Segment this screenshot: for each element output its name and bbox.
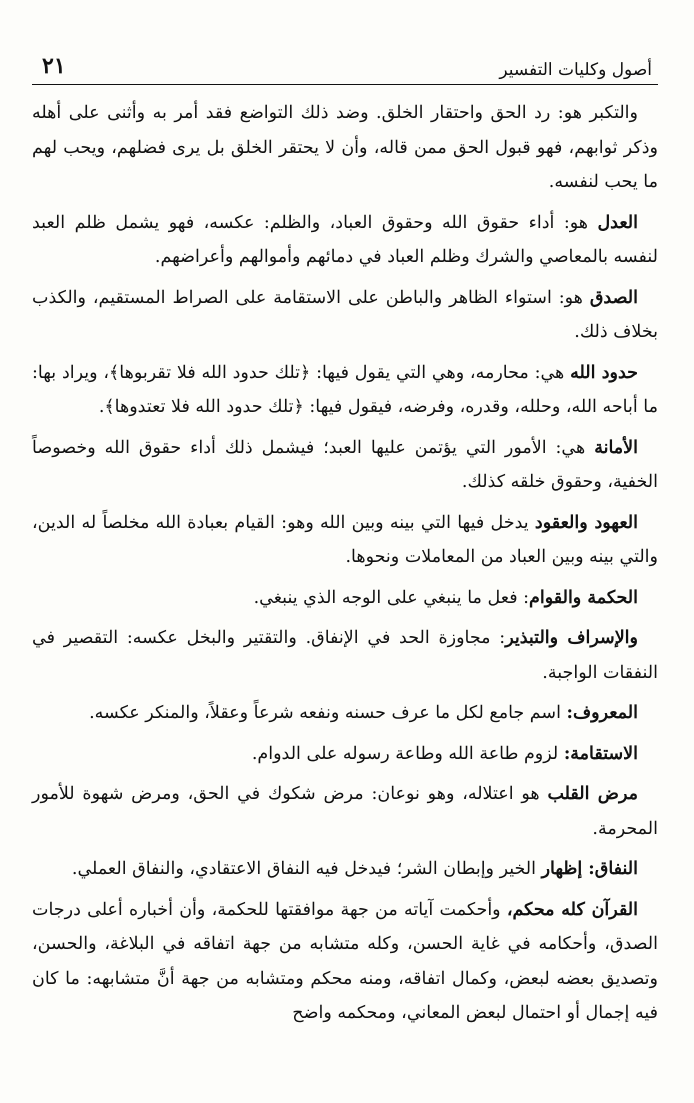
term: الأمانة bbox=[594, 437, 638, 458]
term: العهود والعقود bbox=[534, 512, 638, 533]
body-text bbox=[32, 82, 658, 1031]
paragraph bbox=[32, 96, 658, 200]
paragraph-text: يدخل فيها التي بينه وبين الله وهو: القيام بعبادة الله مخلصاً له الدين، والتي بينه وبين العباد من المعاملات ونحوها. bbox=[32, 512, 658, 567]
paragraph bbox=[32, 581, 658, 616]
term: مرض القلب bbox=[547, 784, 638, 804]
paragraph bbox=[32, 356, 658, 425]
paragraph bbox=[32, 431, 658, 500]
paragraph-text: الخير وإبطان الشر؛ فيدخل فيه النفاق الاعتقادي، والنفاق العملي. bbox=[71, 859, 542, 879]
paragraph bbox=[32, 206, 658, 275]
term: العدل bbox=[597, 212, 638, 233]
paragraph-text: لزوم طاعة الله وطاعة رسوله على الدوام. bbox=[251, 743, 564, 764]
term: الحكمة والقوام bbox=[529, 587, 638, 608]
term: والإسراف والتبذير bbox=[505, 628, 638, 648]
paragraph-text: هو اعتلاله، وهو نوعان: مرض شكوك في الحق، ومرض شهوة للأمور المحرمة. bbox=[32, 784, 658, 839]
page-header bbox=[32, 0, 658, 82]
paragraph bbox=[32, 696, 658, 731]
paragraph-text: : فعل ما ينبغي على الوجه الذي ينبغي. bbox=[253, 587, 530, 608]
paragraph-text: هو: استواء الظاهر والباطن على الاستقامة على الصراط المستقيم، والكذب بخلاف ذلك. bbox=[32, 287, 658, 342]
header-rule bbox=[32, 84, 658, 85]
paragraph-text: اسم جامع لكل ما عرف حسنه ونفعه شرعاً وعقلاً، والمنكر عكسه. bbox=[89, 703, 567, 723]
term: الصدق bbox=[589, 287, 638, 308]
paragraph-text: هو: أداء حقوق الله وحقوق العباد، والظلم: عكسه، فهو يشمل ظلم العبد لنفسه بالمعاصي والشرك وظلم العباد في دمائهم وأموالهم وأعراضهم. bbox=[32, 212, 658, 267]
paragraph bbox=[32, 621, 658, 690]
term: القرآن كله محكم، bbox=[506, 899, 638, 920]
paragraph-text: هي: محارمه، وهي التي يقول فيها: ﴿تلك حدود الله فلا تقربوها﴾، ويراد بها: ما أباحه الله، وحلله، وقدره، وفرضه، فيقول فيها: ﴿تلك حدود الله فلا تعتدوها﴾. bbox=[32, 362, 658, 417]
term: المعروف: bbox=[566, 703, 638, 723]
term: الاستقامة: bbox=[563, 743, 638, 764]
paragraph-text: هي: الأمور التي يؤتمن عليها العبد؛ فيشمل ذلك أداء حقوق الله وخصوصاً الخفية، وحقوق خلقه كذلك. bbox=[32, 437, 658, 492]
paragraph bbox=[32, 506, 658, 575]
paragraph bbox=[32, 777, 658, 846]
term: النفاق: إظهار bbox=[541, 859, 638, 879]
paragraph-text: والتكبر هو: رد الحق واحتقار الخلق. وضد ذلك التواضع فقد أمر به وأثنى على أهله وذكر ثوابهم، فهو قبول الحق ممن قاله، وأن لا يحتقر الخلق بل يرى فضلهم، ويحب لهم ما يحب لنفسه. bbox=[32, 103, 658, 192]
paragraph bbox=[32, 852, 658, 887]
paragraph bbox=[32, 893, 658, 1031]
book-title: أصول وكليات التفسير bbox=[499, 60, 652, 80]
paragraph-text: : مجاوزة الحد في الإنفاق. والتقتير والبخل عكسه: التقصير في النفقات الواجبة. bbox=[32, 628, 658, 683]
paragraph bbox=[32, 281, 658, 350]
page-number: ٢١ bbox=[42, 53, 66, 79]
paragraph-text: وأحكمت آياته من جهة موافقتها للحكمة، وأن أخباره أعلى درجات الصدق، وأحكامه في غاية الحسن، وكله متشابه من جهة اتفاقه في البلاغة، والحسن، وتصديق بعضه لبعض، وكمال اتفاقه، ومنه محكم ومتشابه من جهة أنَّ متشابهه: ما كان فيه إجمال أو احتمال لبعض المعاني، ومحكمه واضح bbox=[32, 899, 658, 1023]
paragraph bbox=[32, 737, 658, 772]
term: حدود الله bbox=[570, 362, 638, 383]
